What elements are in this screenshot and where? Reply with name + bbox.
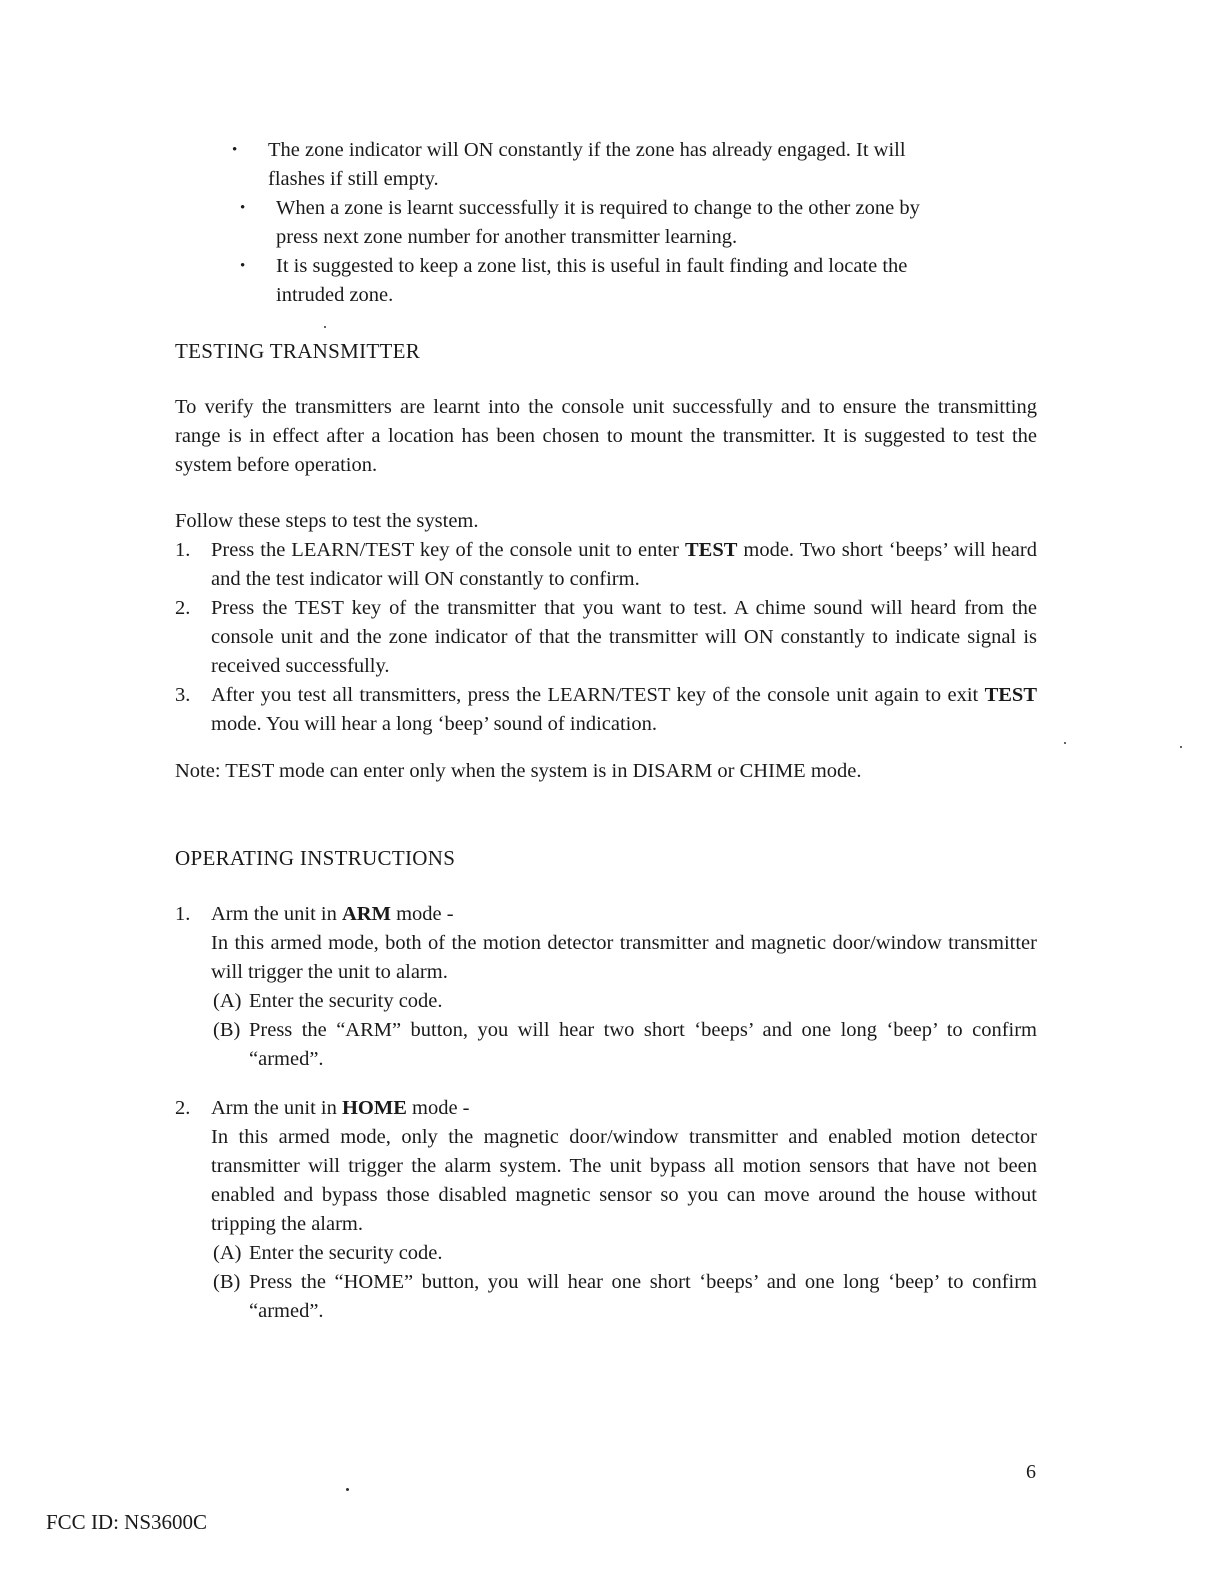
operating-heading: OPERATING INSTRUCTIONS	[175, 846, 456, 870]
bullet-icon: •	[240, 258, 246, 274]
list-item: 1. Arm the unit in ARM mode -	[175, 900, 1037, 929]
testing-follow: Follow these steps to test the system.	[175, 510, 479, 532]
bullet-icon: •	[240, 200, 246, 216]
step-number: 1.	[175, 903, 191, 925]
home-steps	[175, 1239, 1037, 1326]
step-number: 3.	[175, 684, 191, 706]
list-item: 2. Press the TEST key of the transmitter that you want to test. A chime sound will heard from the console unit and the zone indicator of that the transmitter will ON constantly to indicate signal is received successfully.	[175, 594, 1037, 681]
zone-notes-list	[232, 136, 1040, 310]
testing-intro: To verify the transmitters are learnt into the console unit successfully and to ensure the transmitting range is in effect after a location has been chosen to mount the transmitter. It is suggested to test the system before operation.	[175, 396, 1037, 476]
mode-description: In this armed mode, only the magnetic door/window transmitter and enabled motion detector transmitter will trigger the alarm system. The unit bypass all motion sensors that have not been enabled and bypass those disabled magnetic sensor so you can move around the house without tripping the alarm.	[211, 1126, 1037, 1235]
testing-heading: TESTING TRANSMITTER	[175, 339, 421, 363]
list-item: • It is suggested to keep a zone list, this is useful in fault finding and locate the intruded zone.	[240, 252, 1040, 310]
step-number: 2.	[175, 597, 191, 619]
operating-item-arm	[175, 900, 1037, 1074]
list-item: (B) Press the “ARM” button, you will hear two short ‘beeps’ and one long ‘beep’ to confirm “armed”.	[213, 1019, 1037, 1070]
list-item: (A) Enter the security code.	[213, 990, 443, 1012]
list-item: • When a zone is learnt successfully it is required to change to the other zone by press next zone number for another transmitter learning.	[240, 194, 1040, 252]
operating-item-home	[175, 1094, 1037, 1326]
testing-note: Note: TEST mode can enter only when the system is in DISARM or CHIME mode.	[175, 760, 862, 782]
list-item: 1. Press the LEARN/TEST key of the console unit to enter TEST mode. Two short ‘beeps’ will heard and the test indicator will ON constantly to confirm.	[175, 536, 1037, 594]
scan-speck	[346, 1488, 349, 1491]
list-item: 3. After you test all transmitters, press the LEARN/TEST key of the console unit again to exit TEST mode. You will hear a long ‘beep’ sound of indication.	[175, 681, 1037, 739]
page-number: 6	[1026, 1461, 1036, 1483]
scan-speck	[1180, 746, 1182, 748]
bullet-icon: •	[232, 142, 238, 158]
step-number: 2.	[175, 1097, 191, 1119]
list-item: (A) Enter the security code.	[213, 1242, 443, 1264]
list-item: 2. Arm the unit in HOME mode -	[175, 1094, 1037, 1123]
list-item: (B) Press the “HOME” button, you will hear one short ‘beeps’ and one long ‘beep’ to confirm “armed”.	[213, 1271, 1037, 1322]
mode-description: In this armed mode, both of the motion detector transmitter and magnetic door/window transmitter will trigger the unit to alarm.	[211, 932, 1037, 983]
list-item: • The zone indicator will ON constantly if the zone has already engaged. It will flashes if still empty.	[232, 136, 1040, 194]
arm-steps	[175, 987, 1037, 1074]
scan-speck	[1064, 742, 1066, 744]
step-number: 1.	[175, 539, 191, 561]
scan-speck	[324, 326, 326, 328]
note-label: Note:	[175, 760, 221, 782]
fcc-id-footer: FCC ID: NS3600C	[46, 1510, 208, 1534]
testing-steps	[175, 507, 1037, 739]
